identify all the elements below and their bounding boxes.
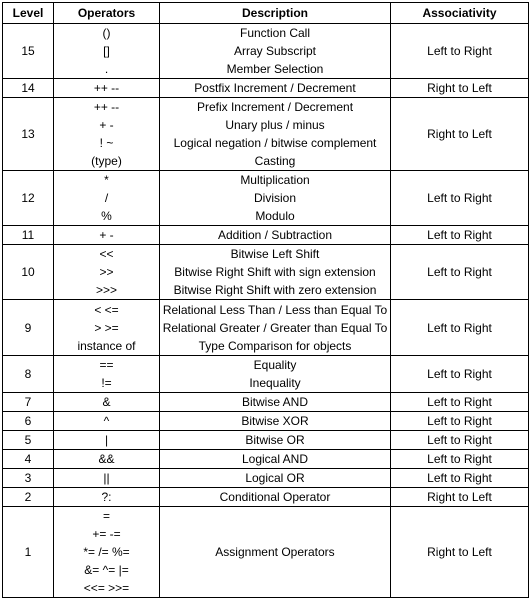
description-text: Logical AND xyxy=(241,451,309,466)
associativity-cell: Left to Right xyxy=(391,226,529,245)
associativity-cell: Left to Right xyxy=(391,355,529,392)
description-cell xyxy=(160,300,391,355)
operator-precedence-table xyxy=(2,2,529,598)
description-cell xyxy=(160,411,391,430)
description-cell xyxy=(160,171,391,226)
operator-symbol: (type) xyxy=(91,154,122,169)
operators-cell xyxy=(54,79,160,98)
operators-cell xyxy=(54,300,160,355)
operator-symbol: + - xyxy=(99,118,114,133)
description-text: Equality xyxy=(253,357,297,372)
level-cell: 9 xyxy=(3,300,54,355)
description-text: Division xyxy=(253,191,296,206)
table-row xyxy=(3,411,529,430)
operator-symbol: ^ xyxy=(103,413,110,428)
operators-cell xyxy=(54,226,160,245)
table-row xyxy=(3,506,529,597)
associativity-cell: Left to Right xyxy=(391,430,529,449)
operator-symbol: instance of xyxy=(77,338,136,353)
operator-symbol: [] xyxy=(103,44,110,59)
description-cell xyxy=(160,487,391,506)
description-text: Postfix Increment / Decrement xyxy=(194,81,356,96)
level-cell: 12 xyxy=(3,171,54,226)
table-body xyxy=(3,24,529,598)
operator-symbol: ++ -- xyxy=(93,81,120,96)
table-row xyxy=(3,430,529,449)
description-cell xyxy=(160,355,391,392)
description-text: Bitwise XOR xyxy=(241,413,309,428)
associativity-cell: Right to Left xyxy=(391,79,529,98)
description-text: Inequality xyxy=(249,375,301,390)
associativity-cell: Left to Right xyxy=(391,300,529,355)
level-cell: 14 xyxy=(3,79,54,98)
header-row xyxy=(3,3,529,24)
description-text: Addition / Subtraction xyxy=(217,228,333,243)
description-text: Bitwise Right Shift with zero extension xyxy=(173,283,377,298)
level-cell: 10 xyxy=(3,245,54,300)
description-text: Multiplication xyxy=(240,173,310,188)
level-cell: 13 xyxy=(3,98,54,171)
table-row xyxy=(3,171,529,226)
operator-symbol: * xyxy=(104,173,109,188)
operators-cell xyxy=(54,449,160,468)
header-level: Level xyxy=(3,3,54,24)
operator-symbol: . xyxy=(104,62,109,77)
level-cell: 1 xyxy=(3,506,54,597)
level-cell: 2 xyxy=(3,487,54,506)
header-associativity: Associativity xyxy=(391,3,529,24)
description-text: Logical OR xyxy=(245,470,305,485)
operator-symbol: = xyxy=(102,508,110,523)
description-text: Prefix Increment / Decrement xyxy=(196,100,354,115)
table-row xyxy=(3,79,529,98)
description-cell xyxy=(160,98,391,171)
description-text: Relational Less Than / Less than Equal To xyxy=(162,302,388,317)
description-text: Assignment Operators xyxy=(215,544,335,559)
operators-cell xyxy=(54,392,160,411)
level-cell: 8 xyxy=(3,355,54,392)
level-cell: 7 xyxy=(3,392,54,411)
operators-cell xyxy=(54,430,160,449)
description-text: Type Comparison for objects xyxy=(198,338,352,353)
table-row xyxy=(3,98,529,171)
description-cell xyxy=(160,392,391,411)
operator-symbol: && xyxy=(98,451,115,466)
operators-cell xyxy=(54,411,160,430)
associativity-cell: Left to Right xyxy=(391,411,529,430)
table-row xyxy=(3,300,529,355)
associativity-cell: Right to Left xyxy=(391,487,529,506)
table-row xyxy=(3,245,529,300)
operator-symbol: < <= xyxy=(94,302,119,317)
description-text: Conditional Operator xyxy=(219,489,331,504)
description-cell xyxy=(160,226,391,245)
description-text: Array Subscript xyxy=(233,44,317,59)
operator-symbol: != xyxy=(101,375,112,390)
operator-symbol: / xyxy=(104,191,109,206)
operator-symbol: ! ~ xyxy=(99,136,114,151)
level-cell: 4 xyxy=(3,449,54,468)
table-row xyxy=(3,449,529,468)
associativity-cell: Left to Right xyxy=(391,468,529,487)
table-row xyxy=(3,468,529,487)
operators-cell xyxy=(54,24,160,79)
header-operators: Operators xyxy=(54,3,160,24)
associativity-cell: Left to Right xyxy=(391,24,529,79)
operator-symbol: *= /= %= xyxy=(83,544,130,559)
level-cell: 3 xyxy=(3,468,54,487)
operator-symbol: ++ -- xyxy=(93,100,120,115)
table-row xyxy=(3,487,529,506)
description-text: Casting xyxy=(254,154,296,169)
associativity-cell: Right to Left xyxy=(391,98,529,171)
level-cell: 15 xyxy=(3,24,54,79)
operators-cell xyxy=(54,98,160,171)
associativity-cell: Left to Right xyxy=(391,449,529,468)
description-text: Bitwise AND xyxy=(241,394,309,409)
operator-symbol: | xyxy=(104,432,109,447)
operator-symbol: ?: xyxy=(101,489,112,504)
description-cell xyxy=(160,449,391,468)
description-text: Unary plus / minus xyxy=(225,118,325,133)
operators-cell xyxy=(54,506,160,597)
operator-symbol: () xyxy=(102,26,111,41)
description-text: Member Selection xyxy=(226,62,324,77)
associativity-cell: Left to Right xyxy=(391,245,529,300)
table-row xyxy=(3,226,529,245)
description-text: Modulo xyxy=(255,209,295,224)
table-row xyxy=(3,24,529,79)
description-text: Bitwise Right Shift with sign extension xyxy=(174,265,376,280)
level-cell: 6 xyxy=(3,411,54,430)
operators-cell xyxy=(54,245,160,300)
operator-symbol: &= ^= |= xyxy=(84,562,129,577)
operator-symbol: || xyxy=(103,470,110,485)
associativity-cell: Right to Left xyxy=(391,506,529,597)
level-cell: 5 xyxy=(3,430,54,449)
operator-symbol: & xyxy=(102,394,111,409)
description-text: Function Call xyxy=(239,26,311,41)
operator-symbol: >>> xyxy=(95,283,118,298)
table-row xyxy=(3,355,529,392)
description-text: Bitwise Left Shift xyxy=(230,247,320,262)
operator-symbol: > >= xyxy=(94,320,119,335)
associativity-cell: Left to Right xyxy=(391,392,529,411)
description-cell xyxy=(160,24,391,79)
operator-symbol: == xyxy=(99,357,114,372)
operators-cell xyxy=(54,171,160,226)
operator-symbol: += -= xyxy=(92,526,121,541)
operators-cell xyxy=(54,468,160,487)
operator-symbol: % xyxy=(101,209,112,224)
operator-symbol: <<= >>= xyxy=(83,580,130,595)
operator-symbol: >> xyxy=(99,265,114,280)
description-text: Bitwise OR xyxy=(245,432,305,447)
operators-cell xyxy=(54,487,160,506)
header-description: Description xyxy=(160,3,391,24)
description-text: Relational Greater / Greater than Equal To xyxy=(162,320,388,335)
operator-symbol: << xyxy=(99,247,114,262)
table-row xyxy=(3,392,529,411)
description-cell xyxy=(160,506,391,597)
level-cell: 11 xyxy=(3,226,54,245)
description-cell xyxy=(160,79,391,98)
operator-symbol: + - xyxy=(99,228,114,243)
operators-cell xyxy=(54,355,160,392)
description-text: Logical negation / bitwise complement xyxy=(173,136,377,151)
description-cell xyxy=(160,468,391,487)
associativity-cell: Left to Right xyxy=(391,171,529,226)
description-cell xyxy=(160,430,391,449)
description-cell xyxy=(160,245,391,300)
